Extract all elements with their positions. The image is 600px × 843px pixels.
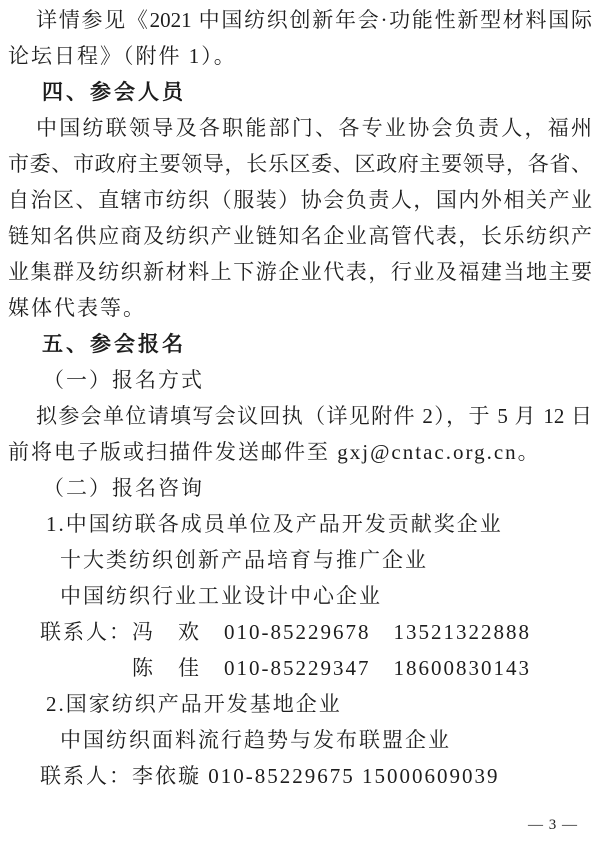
text-line: 市委、市政府主要领导，长乐区委、区政府主要领导，各省、 xyxy=(8,152,592,176)
text-line: （一）报名方式 xyxy=(43,368,204,392)
document-body xyxy=(8,2,592,794)
page-number: — 3 — xyxy=(528,817,578,833)
text-line: 中国纺织面料流行趋势与发布联盟企业 xyxy=(60,728,451,752)
text-line: 2.国家纺织产品开发基地企业 xyxy=(46,692,342,716)
text-line: 联系人：冯 欢 010-85229678 13521322888 xyxy=(40,620,531,644)
text-line: 业集群及纺织新材料上下游企业代表，行业及福建当地主要 xyxy=(8,260,592,284)
section-heading: 五、参会报名 xyxy=(42,332,186,356)
text-line: 联系人：李依璇 010-85229675 15000609039 xyxy=(40,764,500,788)
text-line: 拟参会单位请填写会议回执（详见附件 2），于 5 月 12 日 xyxy=(36,404,592,428)
text-line: 前将电子版或扫描件发送邮件至 gxj@cntac.org.cn。 xyxy=(8,440,541,464)
text-line: 中国纺联领导及各职能部门、各专业协会负责人，福州 xyxy=(36,116,592,140)
text-line: 陈 佳 010-85229347 18600830143 xyxy=(132,656,531,680)
text-line: 媒体代表等。 xyxy=(8,296,146,320)
text-line: 1.中国纺联各成员单位及产品开发贡献奖企业 xyxy=(46,512,503,536)
text-line: 中国纺织行业工业设计中心企业 xyxy=(60,584,382,608)
text-line: 论坛日程》（附件 1）。 xyxy=(8,44,237,68)
section-heading: 四、参会人员 xyxy=(42,80,186,104)
text-line: 链知名供应商及纺织产业链知名企业高管代表，长乐纺织产 xyxy=(8,224,592,248)
text-line: 自治区、直辖市纺织（服装）协会负责人，国内外相关产业 xyxy=(8,188,592,212)
text-line: 十大类纺织创新产品培育与推广企业 xyxy=(60,548,428,572)
text-line: （二）报名咨询 xyxy=(43,476,204,500)
text-line: 详情参见《2021 中国纺织创新年会·功能性新型材料国际 xyxy=(36,8,592,32)
